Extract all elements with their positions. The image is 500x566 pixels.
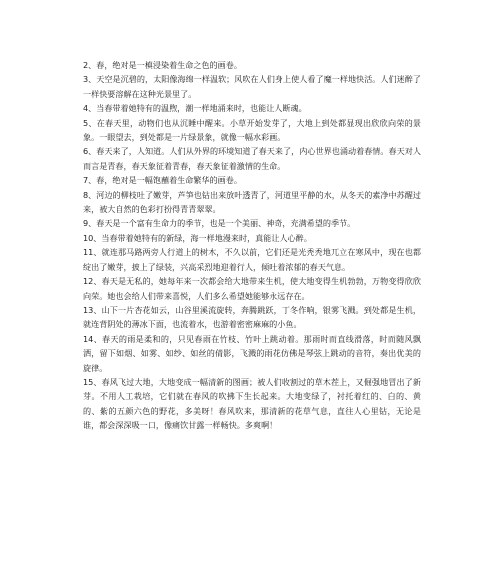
list-item: 10、当春带着她特有的新绿，海一样地漫来时，真能让人心醉。: [83, 232, 312, 243]
list-item: 15、春风飞过大地，大地变成一幅清新的图画；被人们收割过的草木茬上，又倔强地冒出了新芽。不用人工栽培，它们就在春风的吹拂下生长起来。大地变绿了，衬托着红的、白的、黄的、紫的五颜六色的野花，多美呀！春风吹来，那清新的花草气息，直往人心里钻，无论是谁，都会深深吸一口，像痛饮甘露一样畅快。多爽啊！: [83, 376, 421, 431]
list-item: 3、天空是沉碧的，太阳像海绵一样温软；风吹在人们身上使人看了魔一样地快活。人们迷醉了一样快要溶解在这种光景里了。: [83, 74, 421, 99]
list-item: 4、当春带着她特有的温煦，潮一样地涌来时，也能让人断魂。: [83, 103, 307, 114]
list-item: 14、春天的雨是柔和的，只见春雨在竹枝、竹叶上跳动着。那雨时而直线滑落，时而随风飘洒，留下如烟、如雾、如纱、如丝的倩影，飞溅的雨花仿佛是琴弦上跳动的音符，奏出优美的旋律。: [83, 333, 421, 373]
list-item: 7、春，绝对是一幅饱蘸着生命繁华的画卷。: [83, 175, 242, 186]
list-item: 2、春，绝对是一槙浸染着生命之色的画卷。: [83, 60, 242, 70]
list-item: 13、山下一片杏花如云，山谷里溪流旋转，奔腾跳跃，丁冬作响，银雾飞溅。到处都是生机，就连背阴处的薄冰下面，也流着水，也游着密密麻麻的小鱼。: [83, 304, 421, 330]
paragraph-list: [83, 58, 421, 433]
list-item: 12、春天是无私的，她每年来一次都会给大地带来生机，使大地变得生机勃勃，万物变得欣欣向荣。她也会给人们带来喜悦，人们多么希望她能够永远存在。: [83, 276, 421, 301]
list-item: 11、就连那马路两旁人行道上的树木，不久以前，它们还是光秃秃地兀立在寒风中，现在也都绽出了嫩芽，披上了绿装，兴高采烈地迎着行人，倾吐着浓郁的春天气息。: [83, 247, 421, 272]
list-item: 6、春天来了，人知道。人们从外界的环境知道了春天来了，内心世界也涌动着春情。春天对人而言是青春，春天象征着青春，春天象征着激情的生命。: [83, 146, 421, 171]
list-item: 8、河边的柳枝吐了嫩芽，芦笋也钻出来放叶透青了，河道里平静的水，从冬天的素净中苏醒过来，被大自然的色彩打扮得青青翠翠。: [83, 189, 421, 215]
list-item: 9、春天是一个富有生命力的季节，也是一个美丽、神奇，充满希望的季节。: [83, 218, 356, 229]
list-item: 5、在春天里，动物们也从沉睡中醒来。小草开始发芽了，大地上到处都显现出欣欣向荣的景象。一眼望去，到处都是一片绿景象，就像一幅水彩画。: [83, 117, 421, 143]
